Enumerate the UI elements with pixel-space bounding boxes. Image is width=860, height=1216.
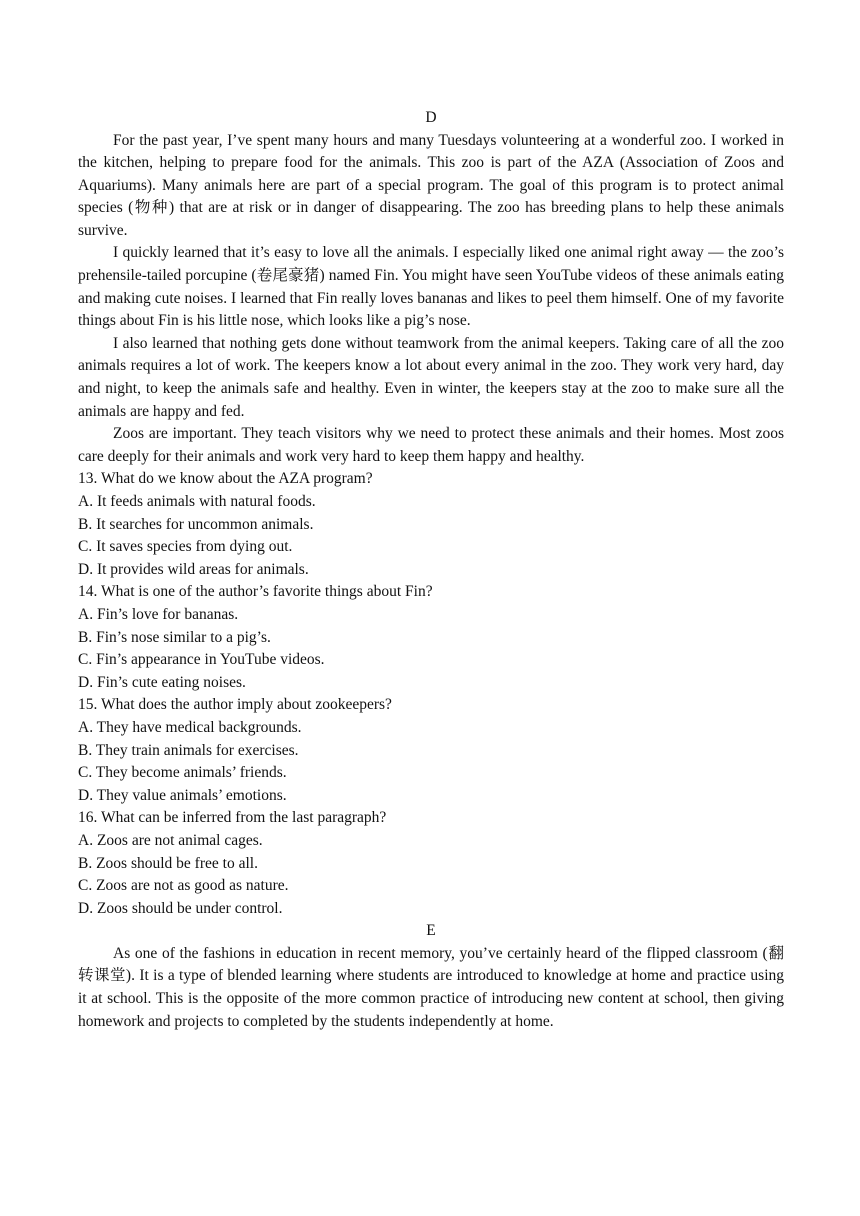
option-d: D. It provides wild areas for animals. bbox=[78, 560, 309, 578]
option-c: C. Zoos are not as good as nature. bbox=[78, 877, 289, 895]
passage-d-paragraph-1: For the past year, I’ve spent many hours and many Tuesdays volunteering at a wonderful zoo. I worked in the kitchen, helping to prepare food for the animals. This zoo is part of the AZA (Association of Zoos and Aquariums). Many animals here are part of a special program. The goal of this program is to protect animal species (物种) that are at risk or in danger of disappearing. The zoo has breeding plans to help these animals survive. bbox=[78, 131, 784, 239]
option-b: B. Zoos should be free to all. bbox=[78, 854, 258, 872]
question-stem: 14. What is one of the author’s favorite things about Fin? bbox=[78, 583, 433, 601]
option-d: D. They value animals’ emotions. bbox=[78, 786, 287, 804]
passage-d-paragraph-4: Zoos are important. They teach visitors why we need to protect these animals and their homes. Most zoos care deeply for their animals and work very hard to keep them happy and healthy. bbox=[78, 425, 784, 465]
option-c: C. Fin’s appearance in YouTube videos. bbox=[78, 651, 325, 669]
passage-d-paragraph-3: I also learned that nothing gets done without teamwork from the animal keepers. Taking care of all the zoo animals requires a lot of work. The keepers know a lot about every animal in the zoo. They work very hard, day and night, to keep the animals safe and healthy. Even in winter, the keepers stay at the zoo to make sure all the animals are happy and fed. bbox=[78, 334, 784, 420]
question-15 bbox=[78, 694, 784, 807]
option-b: B. Fin’s nose similar to a pig’s. bbox=[78, 628, 271, 646]
question-14 bbox=[78, 581, 784, 694]
option-b: B. It searches for uncommon animals. bbox=[78, 515, 314, 533]
passage-d-paragraph-2: I quickly learned that it’s easy to love all the animals. I especially liked one animal right away — the zoo’s prehensile-tailed porcupine (卷尾豪猪) named Fin. You might have seen YouTube videos of these animals eating and making cute noises. I learned that Fin really loves bananas and likes to peel them himself. One of my favorite things about Fin is his little nose, which looks like a pig’s nose. bbox=[78, 244, 784, 330]
question-stem: 13. What do we know about the AZA program? bbox=[78, 470, 373, 488]
option-a: A. They have medical backgrounds. bbox=[78, 718, 302, 736]
question-stem: 16. What can be inferred from the last paragraph? bbox=[78, 809, 387, 827]
section-d-heading: D bbox=[425, 109, 437, 126]
section-e-heading: E bbox=[426, 922, 436, 940]
option-c: C. They become animals’ friends. bbox=[78, 764, 287, 782]
question-13 bbox=[78, 468, 784, 581]
passage-e-paragraph-1: As one of the fashions in education in recent memory, you’ve certainly heard of the flipped classroom (翻转课堂). It is a type of blended learning where students are introduced to knowledge at home and practice using it at school. This is the opposite of the more common practice of introducing new content at school, then giving homework and projects to completed by the students independently at home. bbox=[78, 944, 784, 1030]
question-16 bbox=[78, 807, 784, 920]
option-c: C. It saves species from dying out. bbox=[78, 538, 293, 556]
option-d: D. Zoos should be under control. bbox=[78, 899, 283, 917]
option-a: A. It feeds animals with natural foods. bbox=[78, 493, 316, 510]
option-d: D. Fin’s cute eating noises. bbox=[78, 673, 246, 691]
option-a: A. Zoos are not animal cages. bbox=[78, 831, 263, 849]
option-a: A. Fin’s love for bananas. bbox=[78, 605, 239, 623]
question-stem: 15. What does the author imply about zookeepers? bbox=[78, 696, 392, 714]
option-b: B. They train animals for exercises. bbox=[78, 741, 299, 759]
